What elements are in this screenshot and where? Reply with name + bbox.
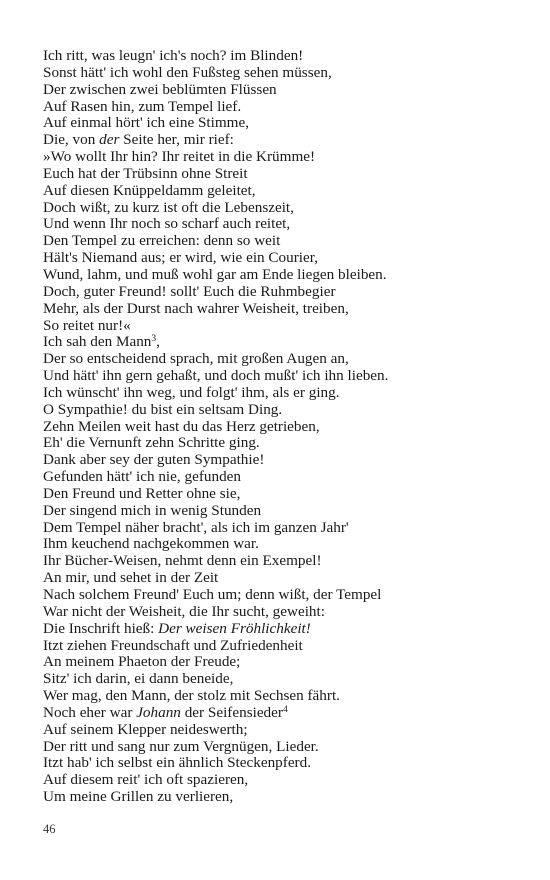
line-text: Sonst hätt' ich wohl den Fußsteg sehen müssen, xyxy=(43,63,332,81)
poem-line xyxy=(43,671,523,688)
line-text: Ich sah den Mann xyxy=(43,333,152,351)
poem-line xyxy=(43,132,523,149)
line-text: Auf seinem Klepper neideswerth; xyxy=(43,720,248,738)
poem-line xyxy=(43,789,523,806)
poem-line xyxy=(43,267,523,284)
line-text: Doch wißt, zu kurz ist oft die Lebenszeit, xyxy=(43,198,294,216)
poem-line xyxy=(43,553,523,570)
line-text: Auf Rasen hin, zum Tempel lief. xyxy=(43,97,242,115)
line-text: Der so entscheidend sprach, mit großen Augen an, xyxy=(43,350,349,368)
poem-line xyxy=(43,705,523,722)
poem-line xyxy=(43,469,523,486)
line-text: Ich wünscht' ihn weg, und folgt' ihm, als er ging. xyxy=(43,383,340,401)
poem-line xyxy=(43,604,523,621)
poem-line xyxy=(43,183,523,200)
line-text: Auf diesem reit' ich oft spazieren, xyxy=(43,771,249,789)
poem-line xyxy=(43,688,523,705)
line-text: War nicht der Weisheit, die Ihr sucht, geweiht: xyxy=(43,602,325,620)
footnote-marker: 3 xyxy=(151,334,157,345)
line-text: So reitet nur!« xyxy=(43,316,131,334)
poem-line xyxy=(43,486,523,503)
line-text: Seite her, mir rief: xyxy=(119,131,234,149)
line-text: Die Inschrift hieß: xyxy=(43,619,159,637)
poem-line xyxy=(43,536,523,553)
line-text: Gefunden hätt' ich nie, gefunden xyxy=(43,468,241,486)
line-text: An mir, und sehet in der Zeit xyxy=(43,569,219,587)
poem-line xyxy=(43,149,523,166)
poem-line xyxy=(43,520,523,537)
poem-line xyxy=(43,755,523,772)
poem-line xyxy=(43,638,523,655)
poem-line xyxy=(43,99,523,116)
poem-line xyxy=(43,772,523,789)
poem-line xyxy=(43,200,523,217)
line-text: Wer mag, den Mann, der stolz mit Sechsen fährt. xyxy=(43,687,340,705)
line-text: Nach solchem Freund' Euch um; denn wißt, der Tempel xyxy=(43,586,382,603)
line-text: Um meine Grillen zu verlieren, xyxy=(43,788,234,806)
line-text: Der zwischen zwei beblümten Flüssen xyxy=(43,80,277,98)
line-text: Doch, guter Freund! sollt' Euch die Ruhmbegier xyxy=(43,282,336,300)
line-text: der Seifensieder xyxy=(180,703,283,721)
line-text: Und hätt' ihn gern gehaßt, und doch mußt' ich ihn lieben. xyxy=(43,367,389,385)
line-text: Dank aber sey der guten Sympathie! xyxy=(43,451,265,469)
line-text: »Wo wollt Ihr hin? Ihr reitet in die Krümme! xyxy=(43,148,316,166)
line-text: Auf diesen Knüppeldamm geleitet, xyxy=(43,181,256,199)
line-text: Dem Tempel näher bracht', als ich im ganzen Jahr' xyxy=(43,518,349,536)
poem-line xyxy=(43,65,523,82)
poem-line xyxy=(43,452,523,469)
line-text: Der singend mich in wenig Stunden xyxy=(43,501,262,519)
line-text: Mehr, als der Durst nach wahrer Weisheit, treiben, xyxy=(43,299,349,317)
line-text: Eh' die Vernunft zehn Schritte ging. xyxy=(43,434,260,452)
poem-text xyxy=(43,48,523,806)
poem-line xyxy=(43,570,523,587)
line-text: Den Tempel zu erreichen: denn so weit xyxy=(43,232,281,250)
line-text: Itzt ziehen Freundschaft und Zufriedenheit xyxy=(43,636,303,654)
line-text: Die, von xyxy=(43,131,100,149)
line-text: Noch eher war xyxy=(43,703,137,721)
poem-line xyxy=(43,216,523,233)
poem-line xyxy=(43,402,523,419)
emphasis-text: Johann xyxy=(136,703,181,721)
poem-line xyxy=(43,368,523,385)
poem-line xyxy=(43,48,523,65)
emphasis-text: Der weisen Fröhlichkeit! xyxy=(158,619,311,637)
poem-line xyxy=(43,166,523,183)
poem-line xyxy=(43,334,523,351)
line-text: O Sympathie! du bist ein seltsam Ding. xyxy=(43,400,283,418)
line-text: Hält's Niemand aus; er wird, wie ein Courier, xyxy=(43,249,319,267)
poem-line xyxy=(43,233,523,250)
poem-line xyxy=(43,385,523,402)
line-text: , xyxy=(156,333,160,351)
footnote-marker: 4 xyxy=(282,704,288,715)
line-text: Euch hat der Trübsinn ohne Streit xyxy=(43,164,248,182)
line-text: Der ritt und sang nur zum Vergnügen, Lieder. xyxy=(43,737,319,755)
emphasis-text: der xyxy=(99,131,120,149)
poem-line xyxy=(43,351,523,368)
line-text: Itzt hab' ich selbst ein ähnlich Steckenpferd. xyxy=(43,754,312,772)
line-text: Und wenn Ihr noch so scharf auch reitet, xyxy=(43,215,291,233)
line-text: Auf einmal hört' ich eine Stimme, xyxy=(43,114,250,132)
poem-line xyxy=(43,621,523,638)
poem-line xyxy=(43,301,523,318)
line-text: Ihm keuchend nachgekommen war. xyxy=(43,535,259,553)
line-text: An meinem Phaeton der Freude; xyxy=(43,653,241,671)
line-text: Ihr Bücher-Weisen, nehmt denn ein Exempel! xyxy=(43,552,322,570)
line-text: Zehn Meilen weit hast du das Herz getrieben, xyxy=(43,417,320,435)
page-number: 46 xyxy=(43,822,56,836)
poem-line xyxy=(43,587,523,604)
line-text: Ich ritt, was leugn' ich's noch? im Blinden! xyxy=(43,47,304,64)
line-text: Wund, lahm, und muß wohl gar am Ende liegen bleiben. xyxy=(43,265,387,283)
poem-line xyxy=(43,82,523,99)
poem-line xyxy=(43,419,523,436)
poem-line xyxy=(43,739,523,756)
poem-line xyxy=(43,722,523,739)
poem-line xyxy=(43,435,523,452)
poem-line xyxy=(43,250,523,267)
poem-line xyxy=(43,115,523,132)
poem-line xyxy=(43,318,523,335)
poem-line xyxy=(43,284,523,301)
line-text: Sitz' ich darin, ei dann beneide, xyxy=(43,670,234,688)
poem-line xyxy=(43,654,523,671)
poem-line xyxy=(43,503,523,520)
line-text: Den Freund und Retter ohne sie, xyxy=(43,484,241,502)
